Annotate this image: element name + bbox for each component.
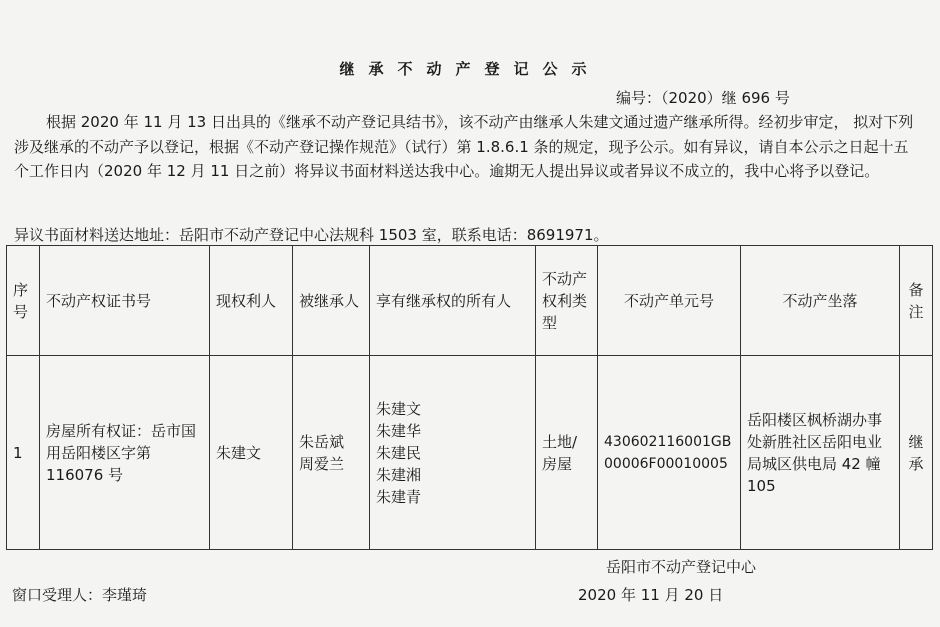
window-clerk: 窗口受理人：李瑾琦 <box>12 586 148 604</box>
registration-table <box>6 245 933 550</box>
document-number: 编号：（2020）继 696 号 <box>616 89 790 107</box>
header-owner: 现权利人 <box>210 246 293 356</box>
header-remark: 备注 <box>900 246 933 356</box>
cell-remark: 继承 <box>900 356 933 550</box>
heir-name: 朱建青 <box>376 487 422 506</box>
header-right-type: 不动产权利类型 <box>536 246 598 356</box>
cell-owner: 朱建文 <box>210 356 293 550</box>
header-heirs: 享有继承权的所有人 <box>370 246 536 356</box>
issue-date: 2020 年 11 月 20 日 <box>578 586 724 604</box>
cell-decedent <box>293 356 370 550</box>
cell-unit-no: 430602116001GB00006F00010005 <box>598 356 741 550</box>
cell-seq: 1 <box>7 356 40 550</box>
heir-name: 朱建湘 <box>376 465 422 484</box>
cell-location: 岳阳楼区枫桥湖办事处新胜社区岳阳电业局城区供电局 42 幢 105 <box>741 356 900 550</box>
table-row <box>7 356 933 550</box>
header-seq: 序号 <box>7 246 40 356</box>
issuing-organization: 岳阳市不动产登记中心 <box>606 558 757 576</box>
heir-name: 朱建民 <box>376 443 422 462</box>
decedent-name: 周爱兰 <box>299 454 345 473</box>
header-unit-no: 不动产单元号 <box>598 246 741 356</box>
decedent-name: 朱岳斌 <box>299 432 345 451</box>
header-cert: 不动产权证书号 <box>40 246 210 356</box>
cell-cert: 房屋所有权证：岳市国用岳阳楼区字第 116076 号 <box>40 356 210 550</box>
cell-right-type: 土地/房屋 <box>536 356 598 550</box>
table-header-row <box>7 246 933 356</box>
notice-paragraph: 根据 2020 年 11 月 13 日出具的《继承不动产登记具结书》，该不动产由继承人朱建文通过遗产继承所得。经初步审定， 拟对下列涉及继承的不动产予以登记，根据《不动产登记操作规范》（试行）第 1.8.6.1 条的规定，现予公示。如有异议，请自本公示之日起十五个工作日内（2020 年 12 月 11 日之前）将异议书面材料送达我中心。逾期无人提出异议或者异议不成立的，我中心将予以登记。 <box>14 113 914 180</box>
notice-title: 继承不动产登记公示 <box>339 60 601 78</box>
heir-name: 朱建文 <box>376 399 422 418</box>
header-location: 不动产坐落 <box>741 246 900 356</box>
objection-address: 异议书面材料送达地址：岳阳市不动产登记中心法规科 1503 室，联系电话：8691971。 <box>14 226 609 244</box>
cell-heirs <box>370 356 536 550</box>
heir-name: 朱建华 <box>376 421 422 440</box>
header-decedent: 被继承人 <box>293 246 370 356</box>
